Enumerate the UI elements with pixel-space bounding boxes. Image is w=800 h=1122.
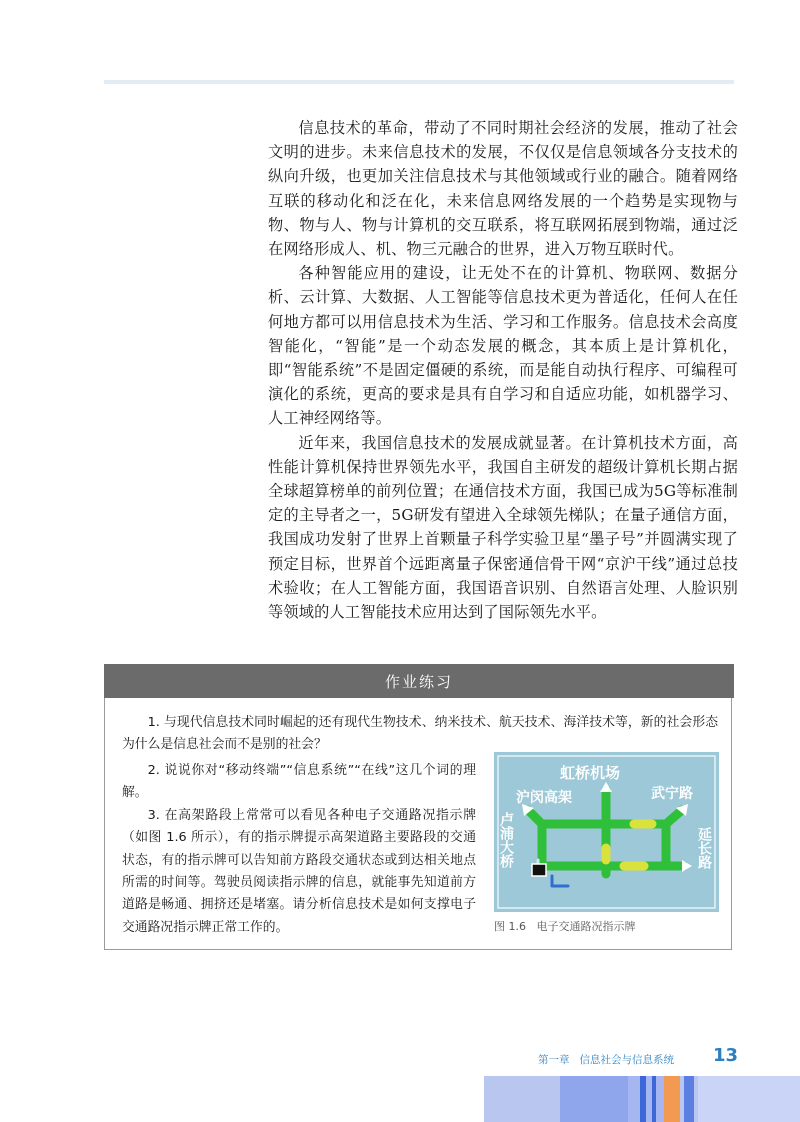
homework-q2-q3 [122, 760, 476, 939]
traffic-sign-figure [494, 752, 719, 912]
paragraph-2: 各种智能应用的建设，让无处不在的计算机、物联网、数据分析、云计算、大数据、人工智能等信息技术更为普适化，任何人在任何地方都可以用信息技术为生活、学习和工作服务。信息技术会高度智能化，“智能”是一个动态发展的概念，其本质上是计算机化，即“智能系统”不是固定僵硬的系统，而是能自动执行程序、可编程可演化的系统，更高的要求是具有自学习和自适应功能，如机器学习、人工神经网络等。 [268, 264, 738, 428]
figure-caption: 图 1.6 电子交通路况指示牌 [494, 920, 636, 933]
page-number: 13 [713, 1045, 739, 1066]
homework-header: 作业练习 [104, 664, 734, 698]
label-right-top: 武宁路 [651, 786, 693, 802]
body-text [268, 116, 738, 624]
question-1: 1. 与现代信息技术同时崛起的还有现代生物技术、纳米技术、航天技术、海洋技术等，新的社会形态为什么是信息社会而不是别的社会？ [122, 715, 718, 753]
question-2: 2. 说说你对“移动终端”“信息系统”“在线”这几个词的理解。 [122, 763, 476, 801]
label-left-vertical: 卢浦大桥 [498, 812, 514, 868]
footer-stripes [0, 1076, 800, 1122]
homework-q1 [122, 712, 718, 757]
label-right-vertical: 延长路 [696, 827, 712, 869]
label-left-top: 沪闵高架 [516, 790, 572, 806]
traffic-sign-svg [494, 752, 719, 912]
top-rule [104, 80, 734, 84]
paragraph-1: 信息技术的革命，带动了不同时期社会经济的发展，推动了社会文明的进步。未来信息技术的发展，不仅仅是信息领域各分支技术的纵向升级，也更加关注信息技术与其他领域或行业的融合。随着网络互联的移动化和泛在化，未来信息网络发展的一个趋势是实现物与物、物与人、物与计算机的交互联系，将互联网拓展到物端，通过泛在网络形成人、机、物三元融合的世界，进入万物互联时代。 [268, 119, 738, 259]
paragraph-3: 近年来，我国信息技术的发展成就显著。在计算机技术方面，高性能计算机保持世界领先水平，我国自主研发的超级计算机长期占据全球超算榜单的前列位置；在通信技术方面，我国已成为5G等标准制定的主导者之一，5G研发有望进入全球领先梯队；在量子通信方面，我国成功发射了世界上首颗量子科学实验卫星“墨子号”并圆满实现了预定目标，世界首个远距离量子保密通信骨干网“京沪干线”通过总技术验收；在人工智能方面，我国语音识别、自然语言处理、人脸识别等领域的人工智能技术应用达到了国际领先水平。 [268, 433, 738, 622]
question-3: 3. 在高架路段上常常可以看见各种电子交通路况指示牌（如图 1.6 所示），有的指示牌提示高架道路主要路段的交通状态，有的指示牌可以告知前方路段交通状态或到达相关地点所需的时间等。驾驶员阅读指示牌的信息，就能事先知道前方道路是畅通、拥挤还是堵塞。请分析信息技术是如何支撑电子交通路况指示牌正常工作的。 [122, 807, 476, 935]
label-top: 虹桥机场 [559, 764, 621, 782]
footer-chapter: 第一章 信息社会与信息系统 [538, 1054, 675, 1066]
current-position-marker [532, 864, 546, 876]
